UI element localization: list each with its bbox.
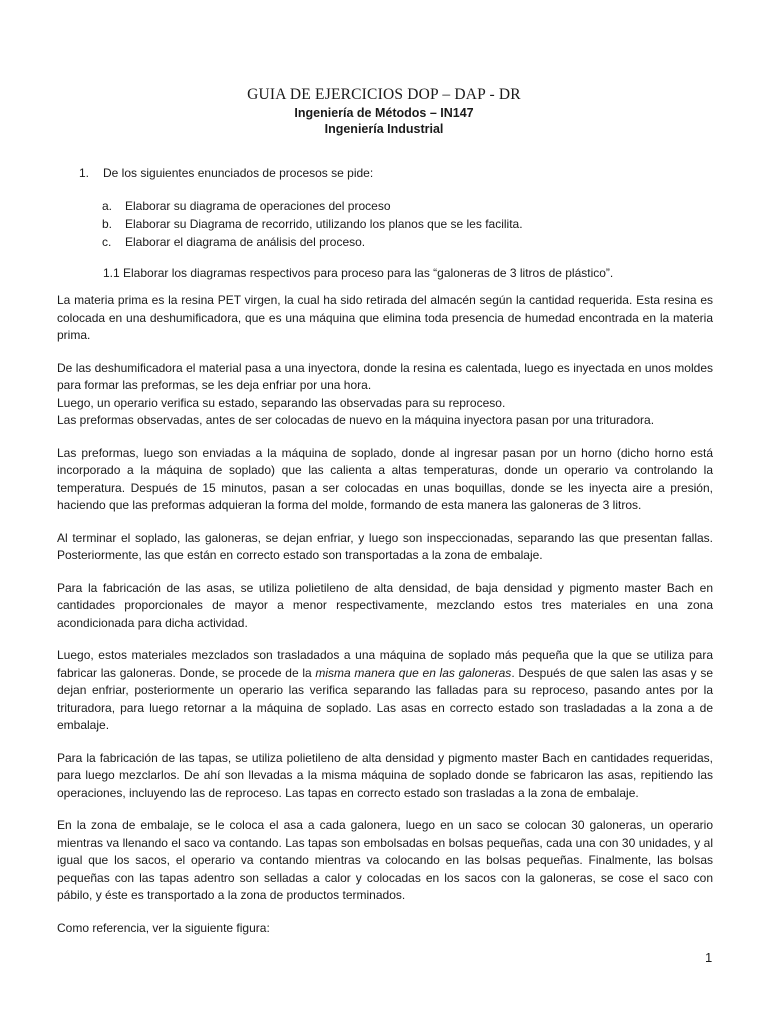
paragraph: Para la fabricación de las asas, se utiliza polietileno de alta densidad, de baja densidad y pigmento master Bach en cantidades proporcionales de mayor a menor respectivamente, mezclando estos tres materiales en una zona acondicionada para dicha actividad.	[57, 580, 713, 630]
task-letter: a.	[102, 199, 113, 213]
task-text: Elaborar su Diagrama de recorrido, utilizando los planos que se les facilita.	[125, 217, 523, 231]
paragraph: Las preformas, luego son enviadas a la máquina de soplado, donde al ingresar pasan por un horno (dicho horno está incorporado a la máquina de soplado) que las calienta a altas temperaturas, donde un operario va controlando la temperatura. Después de 15 minutos, pasan a ser colocadas en unas boquillas, donde se les inyecta aire a presión, haciendo que las preformas adquieran la forma del molde, formando de esta manera las galoneras de 3 litros.	[57, 445, 713, 512]
paragraph-text: Luego, estos materiales mezclados son trasladados a una máquina de soplado más pequeña que la que se utiliza para fabricar las galoneras. Donde, se procede de la	[57, 648, 713, 680]
paragraph: De las deshumificadora el material pasa a una inyectora, donde la resina es calentada, luego es inyectada en unos moldes para formar las preformas, se les deja enfriar por una hora.	[57, 360, 713, 392]
exercise-number: 1.	[79, 166, 90, 180]
page-number: 1	[705, 950, 713, 965]
paragraph-text: . Después de que salen las asas y se dejan enfriar, posteriormente un operario las verifica separando las falladas para su reproceso, pasando antes por la trituradora, para luego retornar a la máquina de soplado. Las asas en correcto estado son trasladadas a la zona a de embalaje.	[57, 665, 713, 732]
paragraph: Como referencia, ver la siguiente figura:	[57, 920, 270, 935]
course-subtitle: Ingeniería de Métodos – IN147	[294, 106, 474, 120]
paragraph: La materia prima es la resina PET virgen, la cual ha sido retirada del almacén según la cantidad requerida. Esta resina es colocada en una deshumificadora, que es una máquina que elimina toda presencia de humedad encontrada en la materia prima.	[57, 293, 713, 342]
document-body	[57, 292, 713, 952]
paragraph: Para la fabricación de las tapas, se utiliza polietileno de alta densidad y pigmento master Bach en cantidades requeridas, para luego mezclarlos. De ahí son llevadas a la misma máquina de soplado donde se fabricaron las asas, repitiendo las operaciones, incluyendo las de reproceso. Las tapas en correcto estado son trasladas a la zona de embalaje.	[57, 750, 713, 800]
task-letter: b.	[102, 217, 113, 231]
paragraph: En la zona de embalaje, se le coloca el asa a cada galonera, luego en un saco se colocan 30 galoneras, un operario mientras va llenando el saco va contando. Las tapas son embolsadas en bolsas pequeñas, cada una con 30 unidades, y al igual que los sacos, el operario va contando mientras va colocando en las bolsas pequeñas. Finalmente, las bolsas pequeñas con las tapas adentro son selladas a calor y colocadas en los sacos con la galoneras, se cose el saco con pábilo, y éste es transportado a la zona de productos terminados.	[57, 818, 713, 902]
program-subtitle: Ingeniería Industrial	[324, 122, 444, 136]
paragraph: Luego, un operario verifica su estado, separando las observadas para su reproceso.	[57, 395, 506, 410]
task-text: Elaborar su diagrama de operaciones del proceso	[125, 199, 391, 213]
exercise-statement-text: De los siguientes enunciados de procesos se pide:	[103, 166, 374, 180]
task-item	[102, 233, 523, 251]
italic-phrase: misma manera que en las galoneras	[315, 665, 512, 680]
task-letter: c.	[102, 235, 112, 249]
paragraph	[57, 647, 713, 735]
exercise-statement	[79, 166, 373, 180]
paragraph: Al terminar el soplado, las galoneras, se dejan enfriar, y luego son inspeccionadas, separando las que presentan fallas. Posteriormente, las que están en correcto estado son transportadas a la zona de embalaje.	[57, 530, 713, 562]
task-item	[102, 215, 523, 233]
task-text: Elaborar el diagrama de análisis del proceso.	[125, 235, 366, 249]
sub-item-1-1: 1.1 Elaborar los diagramas respectivos para proceso para las “galoneras de 3 litros de plástico”.	[103, 266, 614, 280]
task-item	[102, 197, 523, 215]
paragraph: Las preformas observadas, antes de ser colocadas de nuevo en la máquina inyectora pasan por una trituradora.	[57, 413, 655, 427]
document-title: GUIA DE EJERCICIOS DOP – DAP - DR	[247, 86, 521, 103]
task-list	[102, 197, 523, 251]
